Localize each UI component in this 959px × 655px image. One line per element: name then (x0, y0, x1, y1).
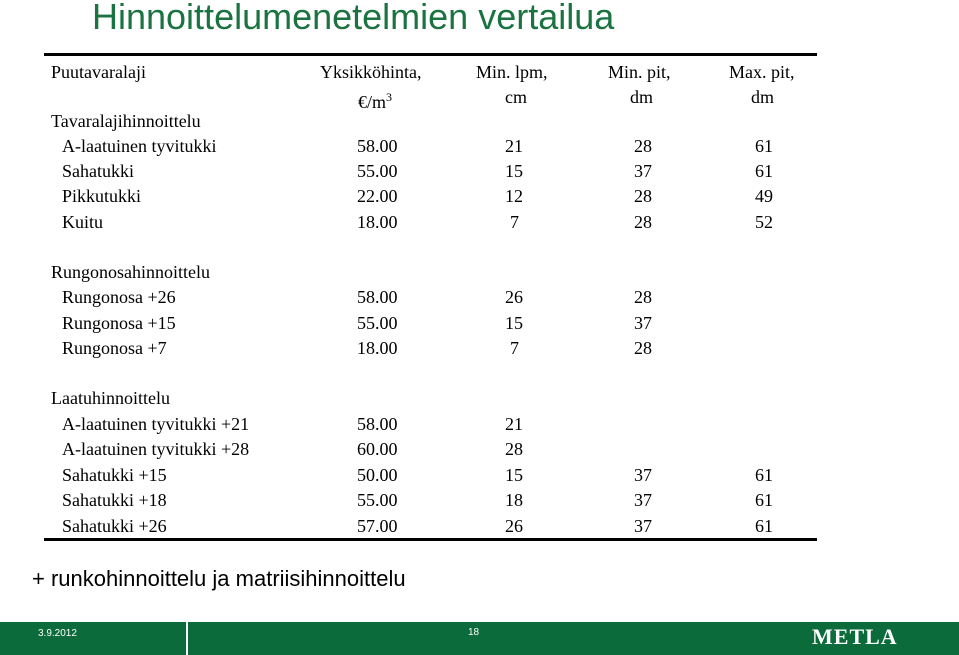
header-max-length: Max. pit, (729, 62, 795, 82)
header-min-length-unit: dm (630, 87, 654, 107)
table-cell-min-diameter: 7 (510, 338, 519, 358)
table-cell-max-length: 61 (755, 161, 773, 181)
table-cell-min-length: 28 (634, 136, 652, 156)
section-title: Tavaralajihinnoittelu (51, 111, 201, 131)
table-row-label: A-laatuinen tyvitukki +21 (62, 414, 250, 434)
table-cell-price: 57.00 (357, 516, 398, 536)
header-unit-price-sup: 3 (386, 90, 393, 104)
table-cell-min-length: 28 (634, 186, 652, 206)
table-cell-price: 18.00 (357, 338, 398, 358)
table-cell-min-diameter: 15 (505, 161, 523, 181)
header-min-diameter: Min. lpm, (476, 62, 548, 82)
table-cell-min-length: 37 (634, 161, 652, 181)
table-cell-max-length: 61 (755, 465, 773, 485)
table-row-label: Rungonosa +15 (62, 313, 176, 333)
table-cell-min-length: 37 (634, 516, 652, 536)
table-cell-price: 55.00 (357, 161, 398, 181)
table-cell-price: 60.00 (357, 439, 398, 459)
header-max-length-unit: dm (751, 87, 775, 107)
table-row-label: Rungonosa +26 (62, 287, 176, 307)
table-cell-price: 58.00 (357, 287, 398, 307)
footnote: + runkohinnoittelu ja matriisihinnoittelu (32, 566, 406, 591)
header-min-diameter-unit: cm (505, 87, 527, 107)
table-cell-min-diameter: 21 (505, 136, 523, 156)
header-species: Puutavaralaji (51, 62, 146, 82)
table-row-label: Pikkutukki (62, 186, 142, 206)
table-bottom-rule (44, 538, 817, 541)
table-cell-max-length: 61 (755, 490, 773, 510)
table-row-label: A-laatuinen tyvitukki (62, 136, 217, 156)
table-cell-min-diameter: 15 (505, 313, 523, 333)
page-number: 18 (468, 627, 480, 638)
table-cell-price: 55.00 (357, 490, 398, 510)
section-title: Rungonosahinnoittelu (51, 262, 210, 282)
table-row-label: A-laatuinen tyvitukki +28 (62, 439, 250, 459)
table-cell-max-length: 61 (755, 516, 773, 536)
table-cell-min-length: 28 (634, 212, 652, 232)
header-unit-price: Yksikköhinta, (320, 62, 422, 82)
table-row-label: Sahatukki +26 (62, 516, 167, 536)
table-cell-min-length: 28 (634, 338, 652, 358)
table-cell-price: 55.00 (357, 313, 398, 333)
table-row-label: Sahatukki +18 (62, 490, 167, 510)
table-cell-min-diameter: 12 (505, 186, 523, 206)
table-cell-min-length: 37 (634, 465, 652, 485)
table-cell-min-diameter: 28 (505, 439, 523, 459)
table-cell-max-length: 61 (755, 136, 773, 156)
slide-title: Hinnoittelumenetelmien vertailua (92, 0, 615, 37)
header-unit-price-unit (358, 86, 392, 113)
table-cell-max-length: 52 (755, 212, 773, 232)
metla-logo: METLA (812, 624, 898, 649)
table-cell-min-diameter: 26 (505, 287, 523, 307)
table-row-label: Sahatukki +15 (62, 465, 167, 485)
table-cell-min-diameter: 21 (505, 414, 523, 434)
table-cell-min-diameter: 15 (505, 465, 523, 485)
table-cell-min-length: 37 (634, 313, 652, 333)
table-row-label: Rungonosa +7 (62, 338, 167, 358)
table-cell-price: 58.00 (357, 136, 398, 156)
table-cell-min-length: 28 (634, 287, 652, 307)
table-row-label: Sahatukki (62, 161, 134, 181)
section-title: Laatuhinnoittelu (51, 388, 170, 408)
table-row-label: Kuitu (62, 212, 104, 232)
header-unit-price-unit-text: €/m (358, 92, 387, 112)
footer-date: 3.9.2012 (38, 628, 77, 639)
table-cell-min-diameter: 7 (510, 212, 519, 232)
table-cell-price: 58.00 (357, 414, 398, 434)
table-cell-min-diameter: 26 (505, 516, 523, 536)
table-cell-price: 50.00 (357, 465, 398, 485)
table-cell-max-length: 49 (755, 186, 773, 206)
header-min-length: Min. pit, (608, 62, 671, 82)
footer-divider (186, 622, 188, 655)
table-cell-price: 22.00 (357, 186, 398, 206)
table-cell-price: 18.00 (357, 212, 398, 232)
table-cell-min-length: 37 (634, 490, 652, 510)
table-cell-min-diameter: 18 (505, 490, 523, 510)
